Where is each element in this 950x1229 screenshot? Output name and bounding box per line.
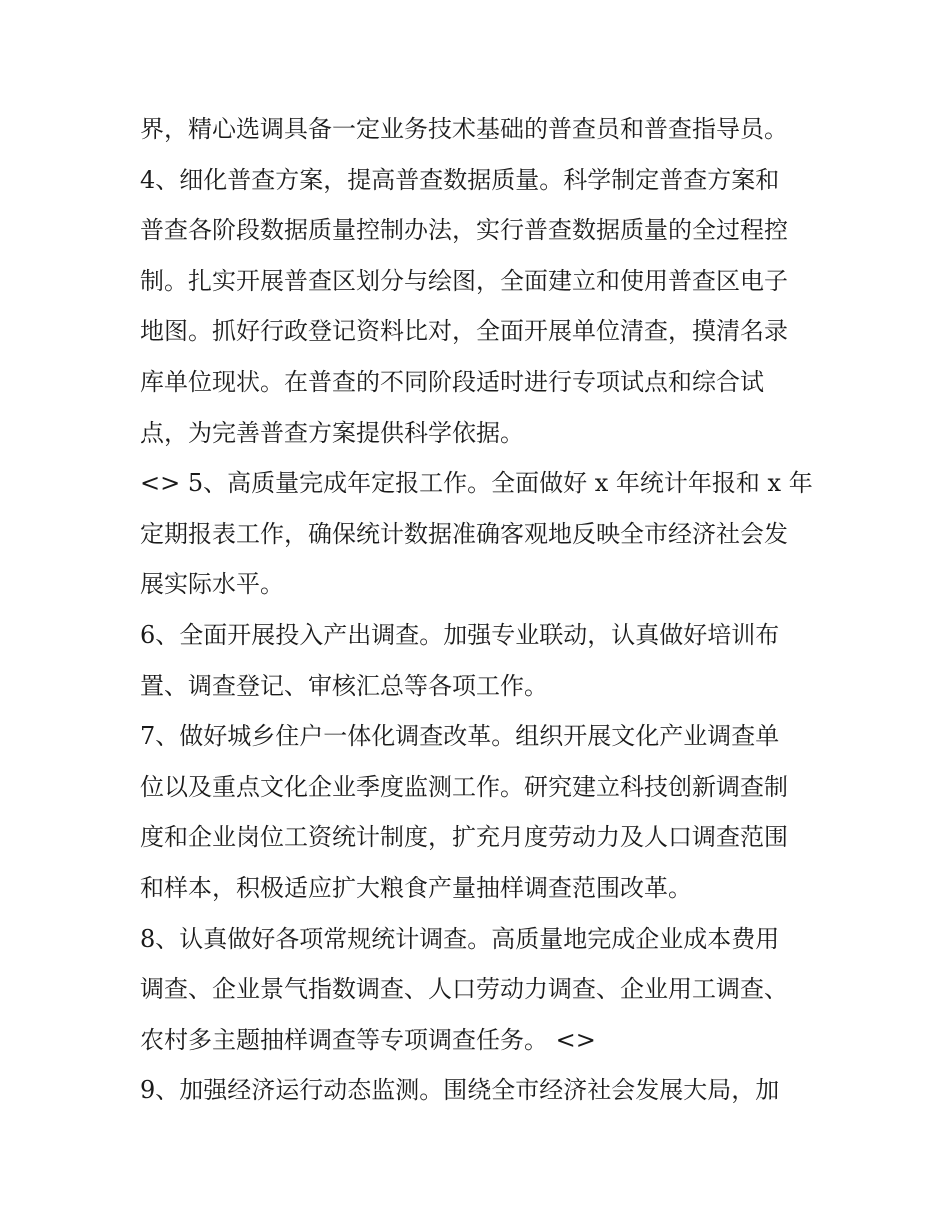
text-line: 和样本，积极适应扩大粮食产量抽样调查范围改革。 bbox=[140, 873, 692, 902]
text-line: 位以及重点文化企业季度监测工作。研究建立科技创新调查制 bbox=[140, 772, 788, 801]
text-line: 8、认真做好各项常规统计调查。高质量地完成企业成本费用 bbox=[140, 924, 780, 953]
text-line: <> 5、高质量完成年定报工作。全面做好 x 年统计年报和 x 年 bbox=[140, 469, 813, 498]
text-line: 调查、企业景气指数调查、人口劳动力调查、企业用工调查、 bbox=[140, 975, 788, 1004]
text-line: 地图。抓好行政登记资料比对，全面开展单位清查，摸清名录 bbox=[140, 317, 788, 346]
paragraph-item-7 bbox=[140, 711, 820, 913]
text-line: 9、加强经济运行动态监测。围绕全市经济社会发展大局，加 bbox=[140, 1076, 780, 1105]
text-line: 6、全面开展投入产出调查。加强专业联动，认真做好培训布 bbox=[140, 620, 780, 649]
text-line: 库单位现状。在普查的不同阶段适时进行专项试点和综合试 bbox=[140, 367, 764, 396]
text-line: 度和企业岗位工资统计制度，扩充月度劳动力及人口调查范围 bbox=[140, 823, 788, 852]
paragraph-continuation bbox=[140, 104, 820, 155]
paragraph-item-4 bbox=[140, 155, 820, 459]
paragraph-item-5 bbox=[140, 458, 820, 610]
paragraph-item-9 bbox=[140, 1065, 820, 1116]
text-line: 定期报表工作，确保统计数据准确客观地反映全市经济社会发 bbox=[140, 519, 788, 548]
text-line: 农村多主题抽样调查等专项调查任务。 <> bbox=[140, 1025, 596, 1054]
document-body bbox=[140, 104, 820, 1116]
text-line: 普查各阶段数据质量控制办法，实行普查数据质量的全过程控 bbox=[140, 216, 788, 245]
paragraph-item-8 bbox=[140, 914, 820, 1066]
text-line: 界，精心选调具备一定业务技术基础的普查员和普查指导员。 bbox=[140, 115, 788, 143]
text-line: 制。扎实开展普查区划分与绘图，全面建立和使用普查区电子 bbox=[140, 266, 788, 295]
paragraph-item-6 bbox=[140, 610, 820, 711]
text-line: 置、调查登记、审核汇总等各项工作。 bbox=[140, 671, 548, 700]
text-line: 点，为完善普查方案提供科学依据。 bbox=[140, 418, 524, 447]
text-line: 7、做好城乡住户一体化调查改革。组织开展文化产业调查单 bbox=[140, 722, 780, 751]
text-line: 4、细化普查方案，提高普查数据质量。科学制定普查方案和 bbox=[140, 165, 780, 194]
text-line: 展实际水平。 bbox=[140, 570, 284, 599]
